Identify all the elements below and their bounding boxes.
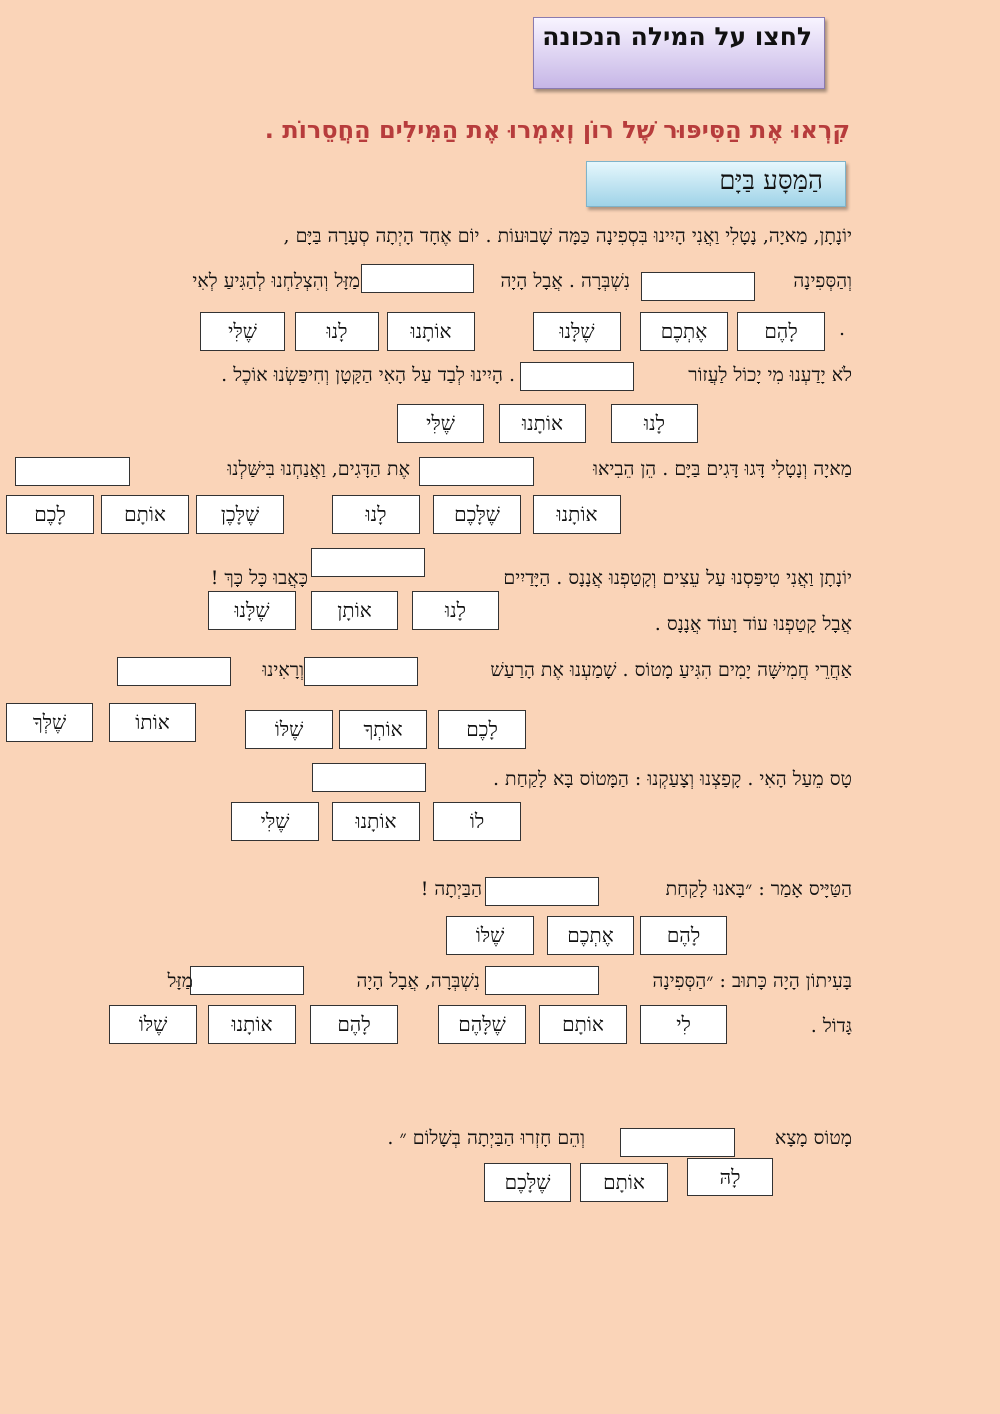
answer-blank-1[interactable] [641,272,755,301]
word-option[interactable]: לִי [640,1005,727,1044]
word-option[interactable]: שֶׁלָּנוּ [533,312,621,351]
story-line-1: יוֹנָתָן, מַאיָה, נָטָלִי וַאֲנִי הָיִינוּ בִּסְפִינָה כַּמָּה שָׁבוּעוֹת . יוֹם אֶחָד הָיְתָה סְעָרָה בַּיָּם , [283,225,852,247]
word-option[interactable]: אֶתְכֶם [640,312,728,351]
story-line-11c: מַזָּל [167,970,193,992]
word-option[interactable]: אוֹתָם [539,1005,627,1044]
word-option[interactable]: אוֹתָם [101,495,189,534]
word-option[interactable]: אוֹתְךָ [339,710,427,749]
answer-blank-4[interactable] [419,457,534,486]
story-line-4b: . הָיִינוּ לְבַד עַל הָאִי הַקָּטָן וְחִיפַּשְׂנוּ אוֹכֶל . [221,364,515,386]
story-line-2c: מַזָּל וְהִצְלַחְנוּ לְהַגִּיעַ לְאִי [192,270,360,292]
story-line-12: גָּדוֹל . [810,1015,852,1037]
answer-blank-5[interactable] [15,457,130,486]
word-option[interactable]: לָהֶם [640,916,727,955]
word-option[interactable]: לָנוּ [332,495,420,534]
word-option[interactable]: שֶׁלּוֹ [109,1005,197,1044]
story-line-7: אֲבָל קָטַפְנוּ עוֹד וָעוֹד אֲנָנָס . [654,613,852,635]
sentence-period: . [838,318,845,340]
word-option[interactable]: אוֹתָנוּ [499,404,586,443]
answer-blank-11[interactable] [485,966,599,995]
word-option[interactable]: לָהֶם [310,1005,398,1044]
answer-blank-13[interactable] [620,1128,735,1157]
word-option[interactable]: לָנוּ [412,591,499,630]
word-option[interactable]: אוֹתָנוּ [533,495,621,534]
word-option[interactable]: אוֹתָנוּ [387,312,475,351]
word-option[interactable]: לוֹ [433,802,521,841]
word-option[interactable]: לָנוּ [611,404,698,443]
story-line-11b: נִשְׁבְּרָה, אֲבָל הָיָה [356,970,480,992]
word-option[interactable]: שֶׁלִּי [231,802,319,841]
word-option[interactable]: אוֹתָם [580,1163,668,1202]
subtitle: קִרְאוּ אֶת הַסִּיפּוּר שֶׁל רוֹן וְאִמְרוּ אֶת הַמִּילִים הַחֲסֵרוֹת . [264,116,850,144]
word-option[interactable]: שֶׁלּוֹ [446,916,534,955]
word-option[interactable]: לָהֶם [737,312,825,351]
answer-blank-2[interactable] [361,264,474,293]
word-option[interactable]: לָהּ [687,1158,773,1196]
word-option[interactable]: שֶׁלָּכֶם [433,495,521,534]
answer-blank-12[interactable] [190,966,304,995]
word-option[interactable]: לָכֶם [6,495,94,534]
word-option[interactable]: אוֹתָנוּ [208,1005,296,1044]
story-line-11a: בָּעִיתוֹן הָיָה כָּתוּב : ״הַסְּפִינָה [652,970,852,992]
instruction-box [533,17,825,89]
story-line-10a: הַטַּיָּיס אָמַר : ״בָּאנוּ לָקַחַת [665,878,852,900]
word-option[interactable]: אוֹתָן [311,591,398,630]
answer-blank-7[interactable] [304,657,418,686]
word-option[interactable]: אוֹתוֹ [109,703,196,742]
story-line-6a: יוֹנָתָן וַאֲנִי טִיפַּסְנוּ עַל עֵצִים וְקָטַפְנוּ אֲנָנָס . הַיָּדַיִים [503,567,852,589]
word-option[interactable]: שֶׁלְּךָ [6,703,93,742]
word-option[interactable]: לָנוּ [295,312,379,351]
word-option[interactable]: שֶׁלָּהֶם [438,1005,526,1044]
word-option[interactable]: שֶׁלּוֹ [245,710,333,749]
word-option[interactable]: אֶתְכֶם [547,916,634,955]
word-option[interactable]: אוֹתָנוּ [332,802,420,841]
word-option[interactable]: לָכֶם [438,710,526,749]
word-option[interactable]: שֶׁלִּי [200,312,285,351]
story-line-13b: וְהֵם חָזְרוּ הַבַּיְתָה בְּשָׁלוֹם ״ . [387,1127,585,1149]
instruction-text: לחצו על המילה הנכונה [542,22,812,51]
answer-blank-3[interactable] [520,362,634,391]
story-line-8b: וְרָאִינוּ [262,659,304,681]
story-line-2a: וְהַסְּפִינָה [793,270,852,292]
story-line-2b: נִשְׁבְּרָה . אֲבָל הָיָה [500,270,630,292]
story-line-9: טָס מֵעַל הָאִי . קָפַצְנוּ וְצָעַקְנוּ : הַמָּטוֹס בָּא לָקַחַת . [492,768,852,790]
story-line-10b: הַבַּיְתָה ! [420,878,482,900]
word-option[interactable]: שֶׁלָּכֶן [196,495,284,534]
story-title: הַמַּסָּע בַּיָּם [719,166,823,196]
story-line-4a: לֹא יָדַעְנוּ מִי יָכוֹל לַעֲזוֹר [688,364,852,386]
answer-blank-8[interactable] [117,657,231,686]
story-line-5b: אֶת הַדָּגִים, וַאֲנַחְנוּ בִּישַּׁלְנוּ [227,458,410,480]
story-line-13a: מָטוֹס מָצָא [774,1127,852,1149]
word-option[interactable]: שֶׁלִּי [397,404,484,443]
answer-blank-9[interactable] [312,763,426,792]
word-option[interactable]: שֶׁלָּנוּ [208,591,296,630]
story-title-box [586,161,846,207]
answer-blank-10[interactable] [485,877,599,906]
story-line-6b: כָּאֲבוּ כָּל כָּךְ ! [210,567,308,589]
story-line-5a: מַאיָה וְנָטָלִי דָּגוּ דָּגִים בַּיָּם . הֵן הֵבִיאוּ [593,458,852,480]
answer-blank-6[interactable] [311,548,425,577]
story-line-8a: אַחֲרֵי חֲמִישָּׁה יָמִים הִגִּיעַ מָטוֹס . שָׁמַעְנוּ אֶת הָרַעַשׁ [490,659,852,681]
word-option[interactable]: שֶׁלָּכֶם [484,1163,571,1202]
